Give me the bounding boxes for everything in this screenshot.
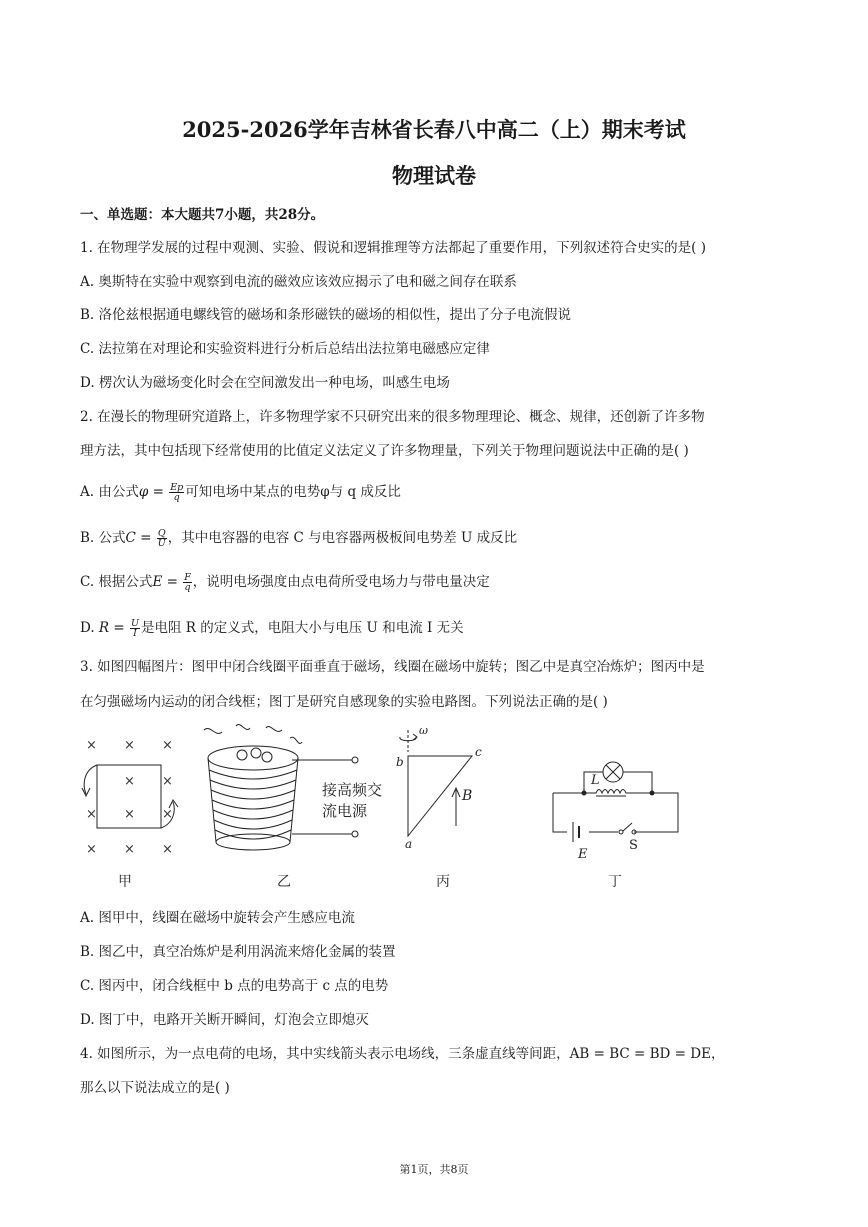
svg-text:×: × bbox=[162, 807, 173, 822]
outer-circuit-wires bbox=[553, 793, 678, 832]
q4-stem-line1: 4. 如图所示，为一点电荷的电场，其中实线箭头表示电场线，三条虚直线等间距，AB = BC = BD = DE， bbox=[80, 1046, 725, 1062]
caption-bing: 丙 bbox=[436, 874, 450, 890]
rotation-arc-head bbox=[413, 734, 417, 740]
q3-stem-line2: 在匀强磁场内运动的闭合线框；图丁是研究自感现象的实验电路图。下列说法正确的是( ) bbox=[80, 694, 608, 710]
svg-text:×: × bbox=[162, 842, 173, 857]
heat-waves bbox=[204, 724, 302, 743]
q2-a-prefix: A. 由公式 bbox=[80, 484, 139, 500]
terminal bbox=[352, 831, 358, 837]
power-source-label-2: 流电源 bbox=[322, 802, 368, 820]
q3-stem-line1: 3. 如图四幅图片：图甲中闭合线圈平面垂直于磁场，线圈在磁场中旋转；图乙中是真空冶炼炉；图丙中是 bbox=[80, 659, 705, 675]
label-c: c bbox=[475, 745, 482, 759]
figure-yi bbox=[204, 724, 382, 850]
q2-a-lhs: φ = bbox=[138, 484, 169, 500]
caption-ding: 丁 bbox=[608, 874, 622, 890]
svg-text:×: × bbox=[86, 807, 97, 822]
field-cross-marks bbox=[86, 738, 173, 857]
q3-option-a: A. 图甲中，线圈在磁场中旋转会产生感应电流 bbox=[80, 910, 355, 926]
metal-piece bbox=[237, 750, 247, 760]
label-B: B bbox=[462, 788, 473, 804]
svg-text:×: × bbox=[124, 807, 135, 822]
label-b: b bbox=[396, 755, 404, 769]
q2-d-lhs: R = bbox=[94, 620, 129, 636]
q2-option-a bbox=[80, 482, 401, 502]
caption-yi: 乙 bbox=[277, 874, 291, 890]
q2-b-lhs: C = bbox=[125, 530, 156, 546]
q2-a-suffix: 可知电场中某点的电势φ与 q 成反比 bbox=[185, 484, 401, 500]
label-E: E bbox=[578, 847, 588, 862]
q2-option-c bbox=[80, 572, 490, 592]
metal-piece bbox=[262, 752, 272, 762]
q1-option-d: D. 楞次认为磁场变化时会在空间激发出一种电场，叫感生电场 bbox=[80, 375, 450, 391]
label-a: a bbox=[405, 837, 413, 851]
figure-bing bbox=[396, 724, 482, 851]
lamp-filament bbox=[606, 765, 620, 779]
furnace-bottom bbox=[216, 834, 290, 850]
caption-jia: 甲 bbox=[118, 874, 132, 890]
q2-a-fraction: $\frac{Ep}{q}$ bbox=[170, 482, 184, 503]
q2-b-prefix: B. 公式 bbox=[80, 530, 126, 546]
q2-d-suffix: 是电阻 R 的定义式，电阻大小与电压 U 和电流 I 无关 bbox=[141, 620, 464, 636]
inductor-coil bbox=[584, 790, 652, 794]
svg-text:×: × bbox=[86, 842, 97, 857]
figure-jia bbox=[82, 738, 178, 857]
label-L: L bbox=[591, 773, 600, 788]
page-footer: 第1页，共8页 bbox=[399, 1163, 469, 1176]
q2-b-suffix: ，其中电容器的电容 C 与电容器两极板间电势差 U 成反比 bbox=[167, 530, 518, 546]
rotation-arrowhead-left bbox=[82, 788, 90, 796]
exam-subtitle: 物理试卷 bbox=[392, 163, 476, 188]
q1-stem: 1. 在物理学发展的过程中观测、实验、假说和逻辑推理等方法都起了重要作用，下列叙述符合史实的是( ) bbox=[80, 240, 706, 256]
furnace-coil-windings bbox=[209, 770, 297, 839]
svg-text:×: × bbox=[124, 738, 135, 753]
q4-stem-line2: 那么以下说法成立的是( ) bbox=[80, 1080, 230, 1096]
svg-text:×: × bbox=[124, 842, 135, 857]
svg-text:×: × bbox=[86, 738, 97, 753]
q1-option-b: B. 洛伦兹根据通电螺线管的磁场和条形磁铁的磁场的相似性，提出了分子电流假说 bbox=[80, 307, 572, 323]
label-omega: ω bbox=[419, 724, 428, 737]
svg-text:×: × bbox=[162, 774, 173, 789]
svg-text:×: × bbox=[124, 774, 135, 789]
section-heading: 一、单选题：本大题共7小题，共28分。 bbox=[80, 207, 325, 223]
q2-stem-line1: 2. 在漫长的物理研究道路上，许多物理学家不只研究出来的很多物理理论、概念、规律，还创新了许多物 bbox=[80, 409, 705, 425]
q2-b-fraction: $\frac{Q}{U}$ bbox=[157, 528, 166, 549]
q2-d-fraction: $\frac{U}{I}$ bbox=[131, 618, 140, 639]
q2-c-fraction: $\frac{F}{q}$ bbox=[184, 572, 191, 593]
figure-ding bbox=[553, 762, 678, 862]
svg-text:×: × bbox=[162, 738, 173, 753]
q2-option-d bbox=[80, 618, 464, 638]
q3-option-b: B. 图乙中，真空冶炼炉是利用涡流来熔化金属的装置 bbox=[80, 944, 396, 960]
q2-option-b bbox=[80, 528, 517, 548]
junction-dot bbox=[582, 791, 586, 795]
q3-option-c: C. 图丙中，闭合线框中 b 点的电势高于 c 点的电势 bbox=[80, 978, 389, 994]
q2-d-prefix: D. bbox=[80, 620, 95, 636]
q3-figures bbox=[70, 722, 790, 892]
figure-captions bbox=[118, 874, 622, 890]
exam-title: 2025-2026学年吉林省长春八中高二（上）期末考试 bbox=[182, 117, 686, 142]
q2-c-prefix: C. 根据公式 bbox=[80, 574, 153, 590]
switch-blade bbox=[623, 823, 632, 831]
q2-c-suffix: ，说明电场强度由点电荷所受电场力与带电量决定 bbox=[192, 574, 490, 590]
terminal bbox=[352, 757, 358, 763]
rotation-arrow-left bbox=[84, 765, 97, 794]
switch-contact bbox=[619, 830, 623, 834]
q2-stem-line2: 理方法，其中包括现下经常使用的比值定义法定义了许多物理量，下列关于物理问题说法中正确的是( ) bbox=[80, 443, 689, 459]
q2-c-lhs: E = bbox=[152, 574, 183, 590]
q1-option-a: A. 奥斯特在实验中观察到电流的磁效应该效应揭示了电和磁之间存在联系 bbox=[80, 274, 517, 290]
metal-piece bbox=[251, 748, 261, 758]
q1-option-c: C. 法拉第在对理论和实验资料进行分析后总结出法拉第电磁感应定律 bbox=[80, 341, 490, 357]
power-source-label-1: 接高频交 bbox=[322, 781, 383, 799]
junction-dot bbox=[650, 791, 654, 795]
q3-option-d: D. 图丁中，电路开关断开瞬间，灯泡会立即熄灭 bbox=[80, 1012, 369, 1028]
label-S: S bbox=[629, 838, 638, 853]
